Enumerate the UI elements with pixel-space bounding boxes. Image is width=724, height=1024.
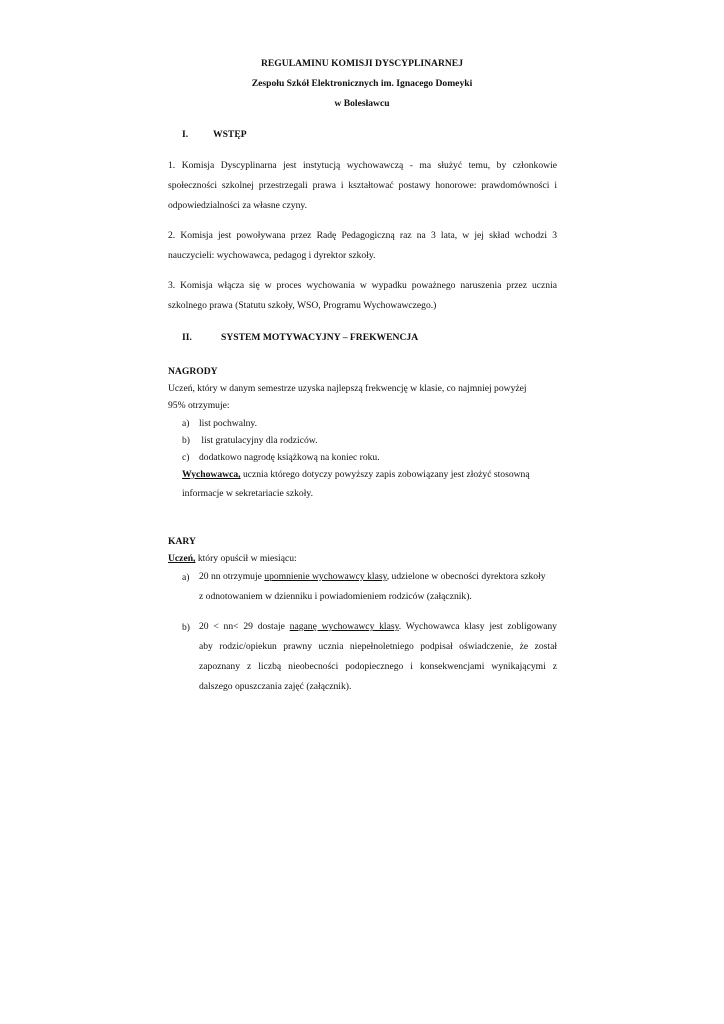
kary-intro-subject: Uczeń,: [168, 553, 196, 564]
section-2-title: SYSTEM MOTYWACYJNY – FREKWENCJA: [221, 332, 419, 343]
nagrody-intro-line-2: 95% otrzymuje:: [168, 400, 230, 411]
kary-item-a-post: , udzielone w obecności dyrektora szkoły: [386, 571, 546, 582]
kary-item-b-penalty: naganę wychowawcy klasy: [289, 621, 399, 632]
section-2-number: II.: [182, 332, 192, 343]
section-1-title: WSTĘP: [213, 129, 247, 140]
kary-item-a-line-2: z odnotowaniem w dzienniku i powiadomieniem rodziców (załącznik).: [199, 591, 472, 602]
nagrody-note-rest: ucznia którego dotyczy powyższy zapis zobowiązany jest złożyć stosowną: [240, 469, 530, 480]
nagrody-note-subject: Wychowawca,: [182, 469, 241, 480]
nagrody-item-a-marker: a): [182, 418, 190, 429]
paragraph-1-line-3: odpowiedzialności za własne czyny.: [168, 200, 307, 211]
kary-item-b-line-1: [199, 617, 557, 637]
kary-item-b-pre: 20 < nn< 29 dostaje: [199, 621, 290, 632]
nagrody-item-b-marker: b): [182, 435, 190, 446]
paragraph-1-line-2: społeczności szkolnej przestrzegali prawa i kształtować postawy honorowe: prawdomówności i: [168, 180, 557, 191]
paragraph-3: [168, 276, 557, 316]
nagrody-note-line-2: informacje w sekretariacie szkoły.: [182, 488, 313, 499]
nagrody-heading: NAGRODY: [168, 366, 218, 377]
paragraph-3-line-2: szkolnego prawa (Statutu szkoły, WSO, Programu Wychowawczego.): [168, 300, 437, 311]
kary-item-b-post: . Wychowawca klasy jest zobligowany: [398, 621, 557, 632]
section-1-number: I.: [182, 129, 189, 140]
kary-item-b-line-3: zapoznany z liczbą nieobecności podopiecznego i konsekwencjami wynikającymi z: [199, 661, 557, 672]
paragraph-3-line-1: 3. Komisja włącza się w proces wychowania w wypadku poważnego naruszenia przez ucznia: [168, 280, 557, 291]
kary-item-b: [199, 617, 557, 697]
kary-item-b-marker: b): [182, 622, 190, 633]
kary-intro-rest: który opuścił w miesiącu:: [195, 553, 297, 564]
paragraph-1-line-1: 1. Komisja Dyscyplinarna jest instytucją wychowawczą - ma służyć temu, by członkowie: [168, 160, 557, 171]
school-name: Zespołu Szkół Elektronicznych im. Ignacego Domeyki: [251, 78, 473, 89]
kary-item-b-line-4: dalszego opuszczania zajęć (załącznik).: [199, 681, 352, 692]
paragraph-2: [168, 226, 557, 266]
kary-item-b-line-2: aby rodzic/opiekun prawny ucznia niepełnoletniego podpisał oświadczenie, że został: [199, 641, 557, 652]
nagrody-note-line-1: [182, 469, 530, 480]
kary-intro: [168, 553, 297, 564]
kary-item-a-penalty: upomnienie wychowawcy klasy: [264, 571, 387, 582]
kary-item-a-marker: a): [182, 572, 190, 583]
paragraph-1: [168, 156, 557, 216]
nagrody-item-b: list gratulacyjny dla rodziców.: [199, 435, 318, 446]
kary-heading: KARY: [168, 536, 196, 547]
nagrody-item-c-marker: c): [182, 452, 190, 463]
kary-item-a: [199, 567, 557, 607]
document-title: REGULAMINU KOMISJI DYSCYPLINARNEJ: [260, 58, 464, 69]
school-city: w Bolesławcu: [334, 98, 390, 109]
paragraph-2-line-1: 2. Komisja jest powoływana przez Radę Pedagogiczną raz na 3 lata, w jej skład wchodzi 3: [168, 230, 557, 241]
kary-item-a-line-1: [199, 567, 557, 587]
kary-item-a-pre: 20 nn otrzymuje: [199, 571, 265, 582]
nagrody-intro-line-1: Uczeń, który w danym semestrze uzyska najlepszą frekwencję w klasie, co najmniej powyżej: [168, 383, 527, 394]
nagrody-item-c: dodatkowo nagrodę książkową na koniec roku.: [199, 452, 380, 463]
nagrody-item-a: list pochwalny.: [199, 418, 257, 429]
paragraph-2-line-2: nauczycieli: wychowawca, pedagog i dyrektor szkoły.: [168, 250, 376, 261]
